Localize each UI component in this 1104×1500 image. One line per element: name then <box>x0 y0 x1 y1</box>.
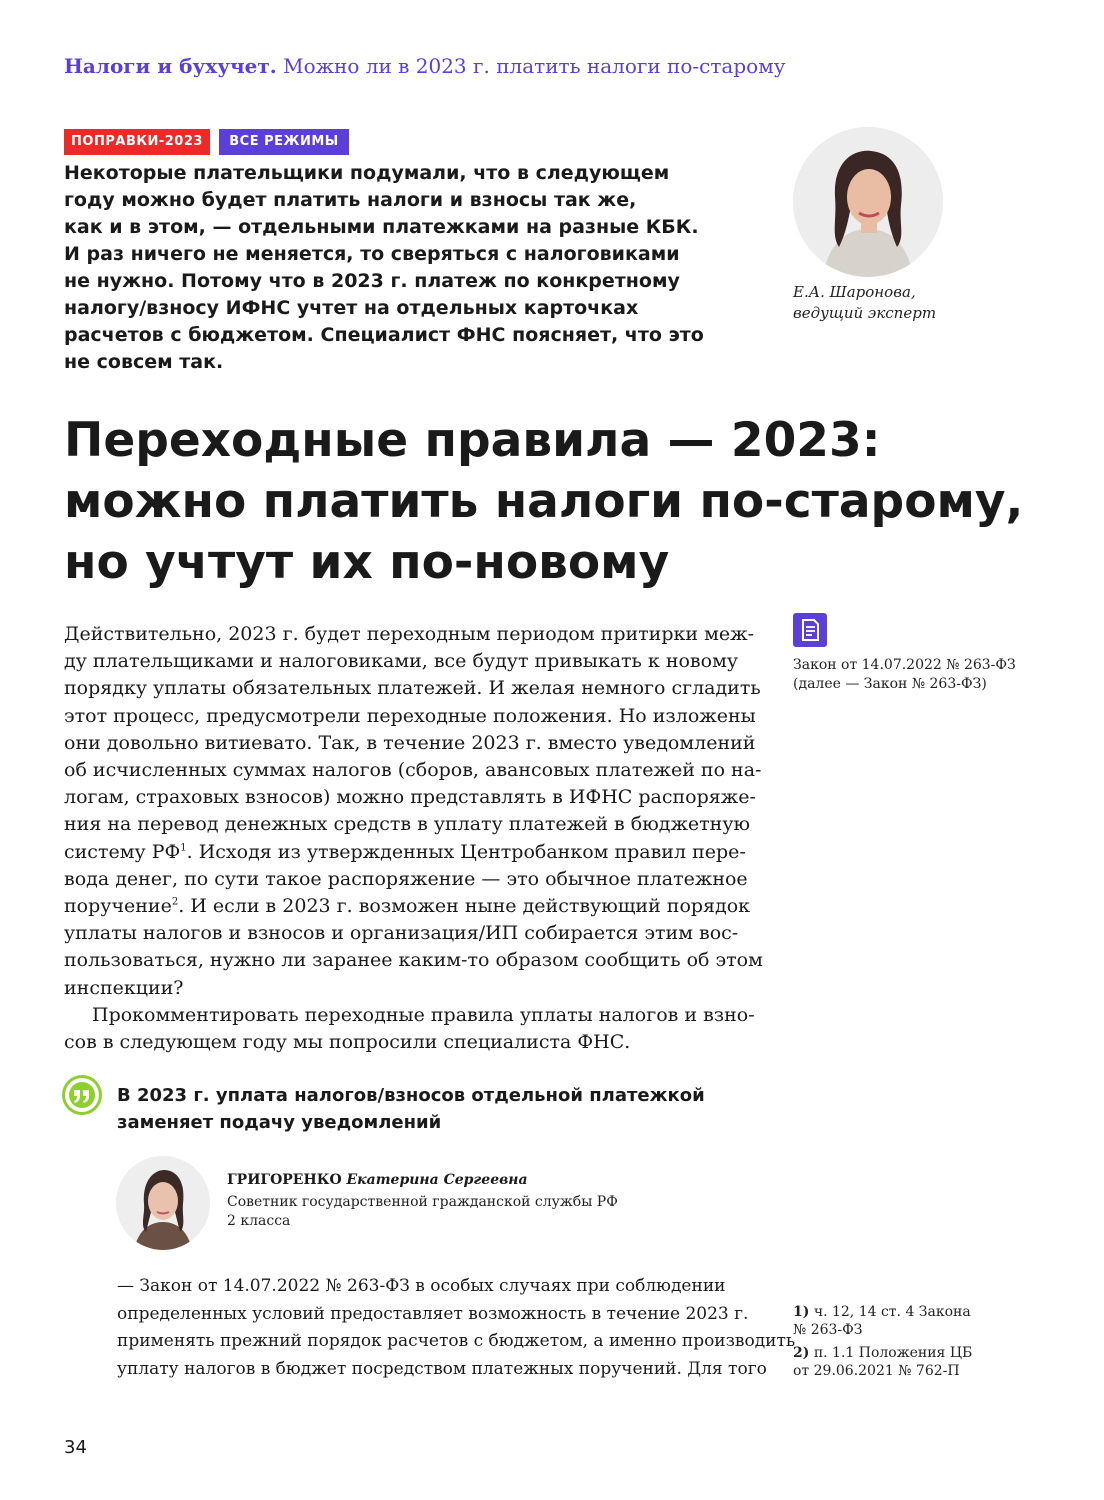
title-line: Переходные правила — 2023: <box>64 413 881 468</box>
lead-line: году можно будет платить налоги и взносы так же, <box>64 189 637 211</box>
expert-position <box>227 1193 618 1231</box>
expert-portrait-icon <box>116 1156 210 1250</box>
footnote-ref-1[interactable]: 1 <box>180 842 187 854</box>
body-text: . Исходя из утвержденных Центробанком правил пере- <box>186 840 746 863</box>
body-line: они довольно витиевато. Так, в течение 2023 г. вместо уведомлений <box>64 731 756 754</box>
answer-line: — Закон от 14.07.2022 № 263-ФЗ в особых случаях при соблюдении <box>117 1276 726 1296</box>
body-line: этот процесс, предусмотрели переходные положения. Но изложены <box>64 704 756 727</box>
expert-name <box>227 1172 528 1188</box>
quote-icon <box>62 1075 102 1115</box>
author-name: Е.А. Шаронова, <box>793 283 916 301</box>
lead-line: не совсем так. <box>64 351 224 373</box>
tag-all-regimes: ВСЕ РЕЖИМЫ <box>219 129 349 155</box>
article-body <box>64 621 763 1056</box>
header-title: Можно ли в 2023 г. платить налоги по-старому <box>283 54 786 78</box>
author-caption <box>793 282 936 324</box>
footnote-text: п. 1.1 Положения ЦБ <box>813 1345 973 1361</box>
header-section: Налоги и бухучет. <box>64 54 277 78</box>
title-line: но учтут их по-новому <box>64 535 670 590</box>
footnote-number: 1) <box>793 1304 810 1320</box>
lead-line: И раз ничего не меняется, то сверяться с налоговиками <box>64 243 680 265</box>
body-line: инспекции? <box>64 976 184 999</box>
body-line: ду плательщиками и налоговиками, все будут привыкать к новому <box>64 650 739 673</box>
law-reference-line: Закон от 14.07.2022 № 263-ФЗ <box>793 657 1016 673</box>
lead-paragraph <box>64 160 744 376</box>
quote-heading <box>117 1082 705 1136</box>
body-line: об исчисленных суммах налогов (сборов, авансовых платежей по на- <box>64 759 762 782</box>
expert-answer <box>117 1273 796 1383</box>
footnote-text: от 29.06.2021 № 762-П <box>793 1363 960 1379</box>
lead-line: как и в этом, — отдельными платежками на разные КБК. <box>64 216 699 238</box>
body-line: порядку уплаты обязательных платежей. И желая немного сгладить <box>64 677 761 700</box>
body-text: поручение <box>64 895 172 918</box>
expert-surname: ГРИГОРЕНКО <box>227 1172 342 1188</box>
answer-line: применять прежний порядок расчетов с бюджетом, а именно производить <box>117 1331 796 1351</box>
lead-line: налогу/взносу ИФНС учтет на отдельных карточках <box>64 297 639 319</box>
article-title <box>64 410 1064 593</box>
footnotes <box>793 1303 972 1385</box>
lead-line: Некоторые плательщики подумали, что в следующем <box>64 162 670 184</box>
quote-heading-line: заменяет подачу уведомлений <box>117 1112 442 1133</box>
law-reference[interactable] <box>793 656 1016 694</box>
body-line: Прокомментировать переходные правила уплаты налогов и взно- <box>92 1003 755 1026</box>
lead-line: не нужно. Потому что в 2023 г. платеж по конкретному <box>64 270 680 292</box>
footnote-text: ч. 12, 14 ст. 4 Закона <box>813 1304 971 1320</box>
expert-position-line: 2 класса <box>227 1213 291 1229</box>
law-reference-line: (далее — Закон № 263-ФЗ) <box>793 676 987 692</box>
body-line <box>64 893 751 920</box>
body-line: пользоваться, нужно ли заранее каким-то образом сообщить об этом <box>64 949 763 972</box>
answer-line: уплату налогов в бюджет посредством платежных поручений. Для того <box>117 1358 767 1379</box>
running-header <box>64 54 786 78</box>
lead-line: расчетов с бюджетом. Специалист ФНС поясняет, что это <box>64 324 704 346</box>
author-position: ведущий эксперт <box>793 304 937 322</box>
page-number: 34 <box>64 1437 87 1458</box>
body-text: . И если в 2023 г. возможен ныне действующий порядок <box>178 895 751 918</box>
author-photo <box>793 127 943 277</box>
body-line: ния на перевод денежных средств в уплату платежей в бюджетную <box>64 813 751 836</box>
author-portrait-icon <box>793 127 943 277</box>
footnote-text: № 263-ФЗ <box>793 1322 863 1338</box>
title-line: можно платить налоги по-старому, <box>64 474 1024 529</box>
quote-heading-line: В 2023 г. уплата налогов/взносов отдельной платежкой <box>117 1085 705 1106</box>
document-icon <box>793 613 827 647</box>
body-text: систему РФ <box>64 840 181 863</box>
body-line: Действительно, 2023 г. будет переходным периодом притирки меж- <box>64 623 754 645</box>
answer-line: определенных условий предоставляет возможность в течение 2023 г. <box>117 1303 749 1324</box>
tag-amendments: ПОПРАВКИ-2023 <box>64 129 210 155</box>
body-line <box>64 839 744 866</box>
body-line: сов в следующем году мы попросили специалиста ФНС. <box>64 1031 631 1054</box>
footnote-2 <box>793 1344 972 1380</box>
body-line: вода денег, по сути такое распоряжение — это обычное платежное <box>64 867 748 890</box>
body-line: уплаты налогов и взносов и организация/ИП собирается этим вос- <box>64 922 739 945</box>
body-line: логам, страховых взносов) можно представлять в ИФНС распоряже- <box>64 786 756 809</box>
expert-given-name: Екатерина Сергеевна <box>346 1172 528 1188</box>
expert-position-line: Советник государственной гражданской службы РФ <box>227 1194 618 1210</box>
expert-photo <box>116 1156 210 1250</box>
footnote-ref-2[interactable]: 2 <box>171 896 179 908</box>
footnote-number: 2) <box>793 1345 810 1361</box>
footnote-1 <box>793 1303 972 1339</box>
